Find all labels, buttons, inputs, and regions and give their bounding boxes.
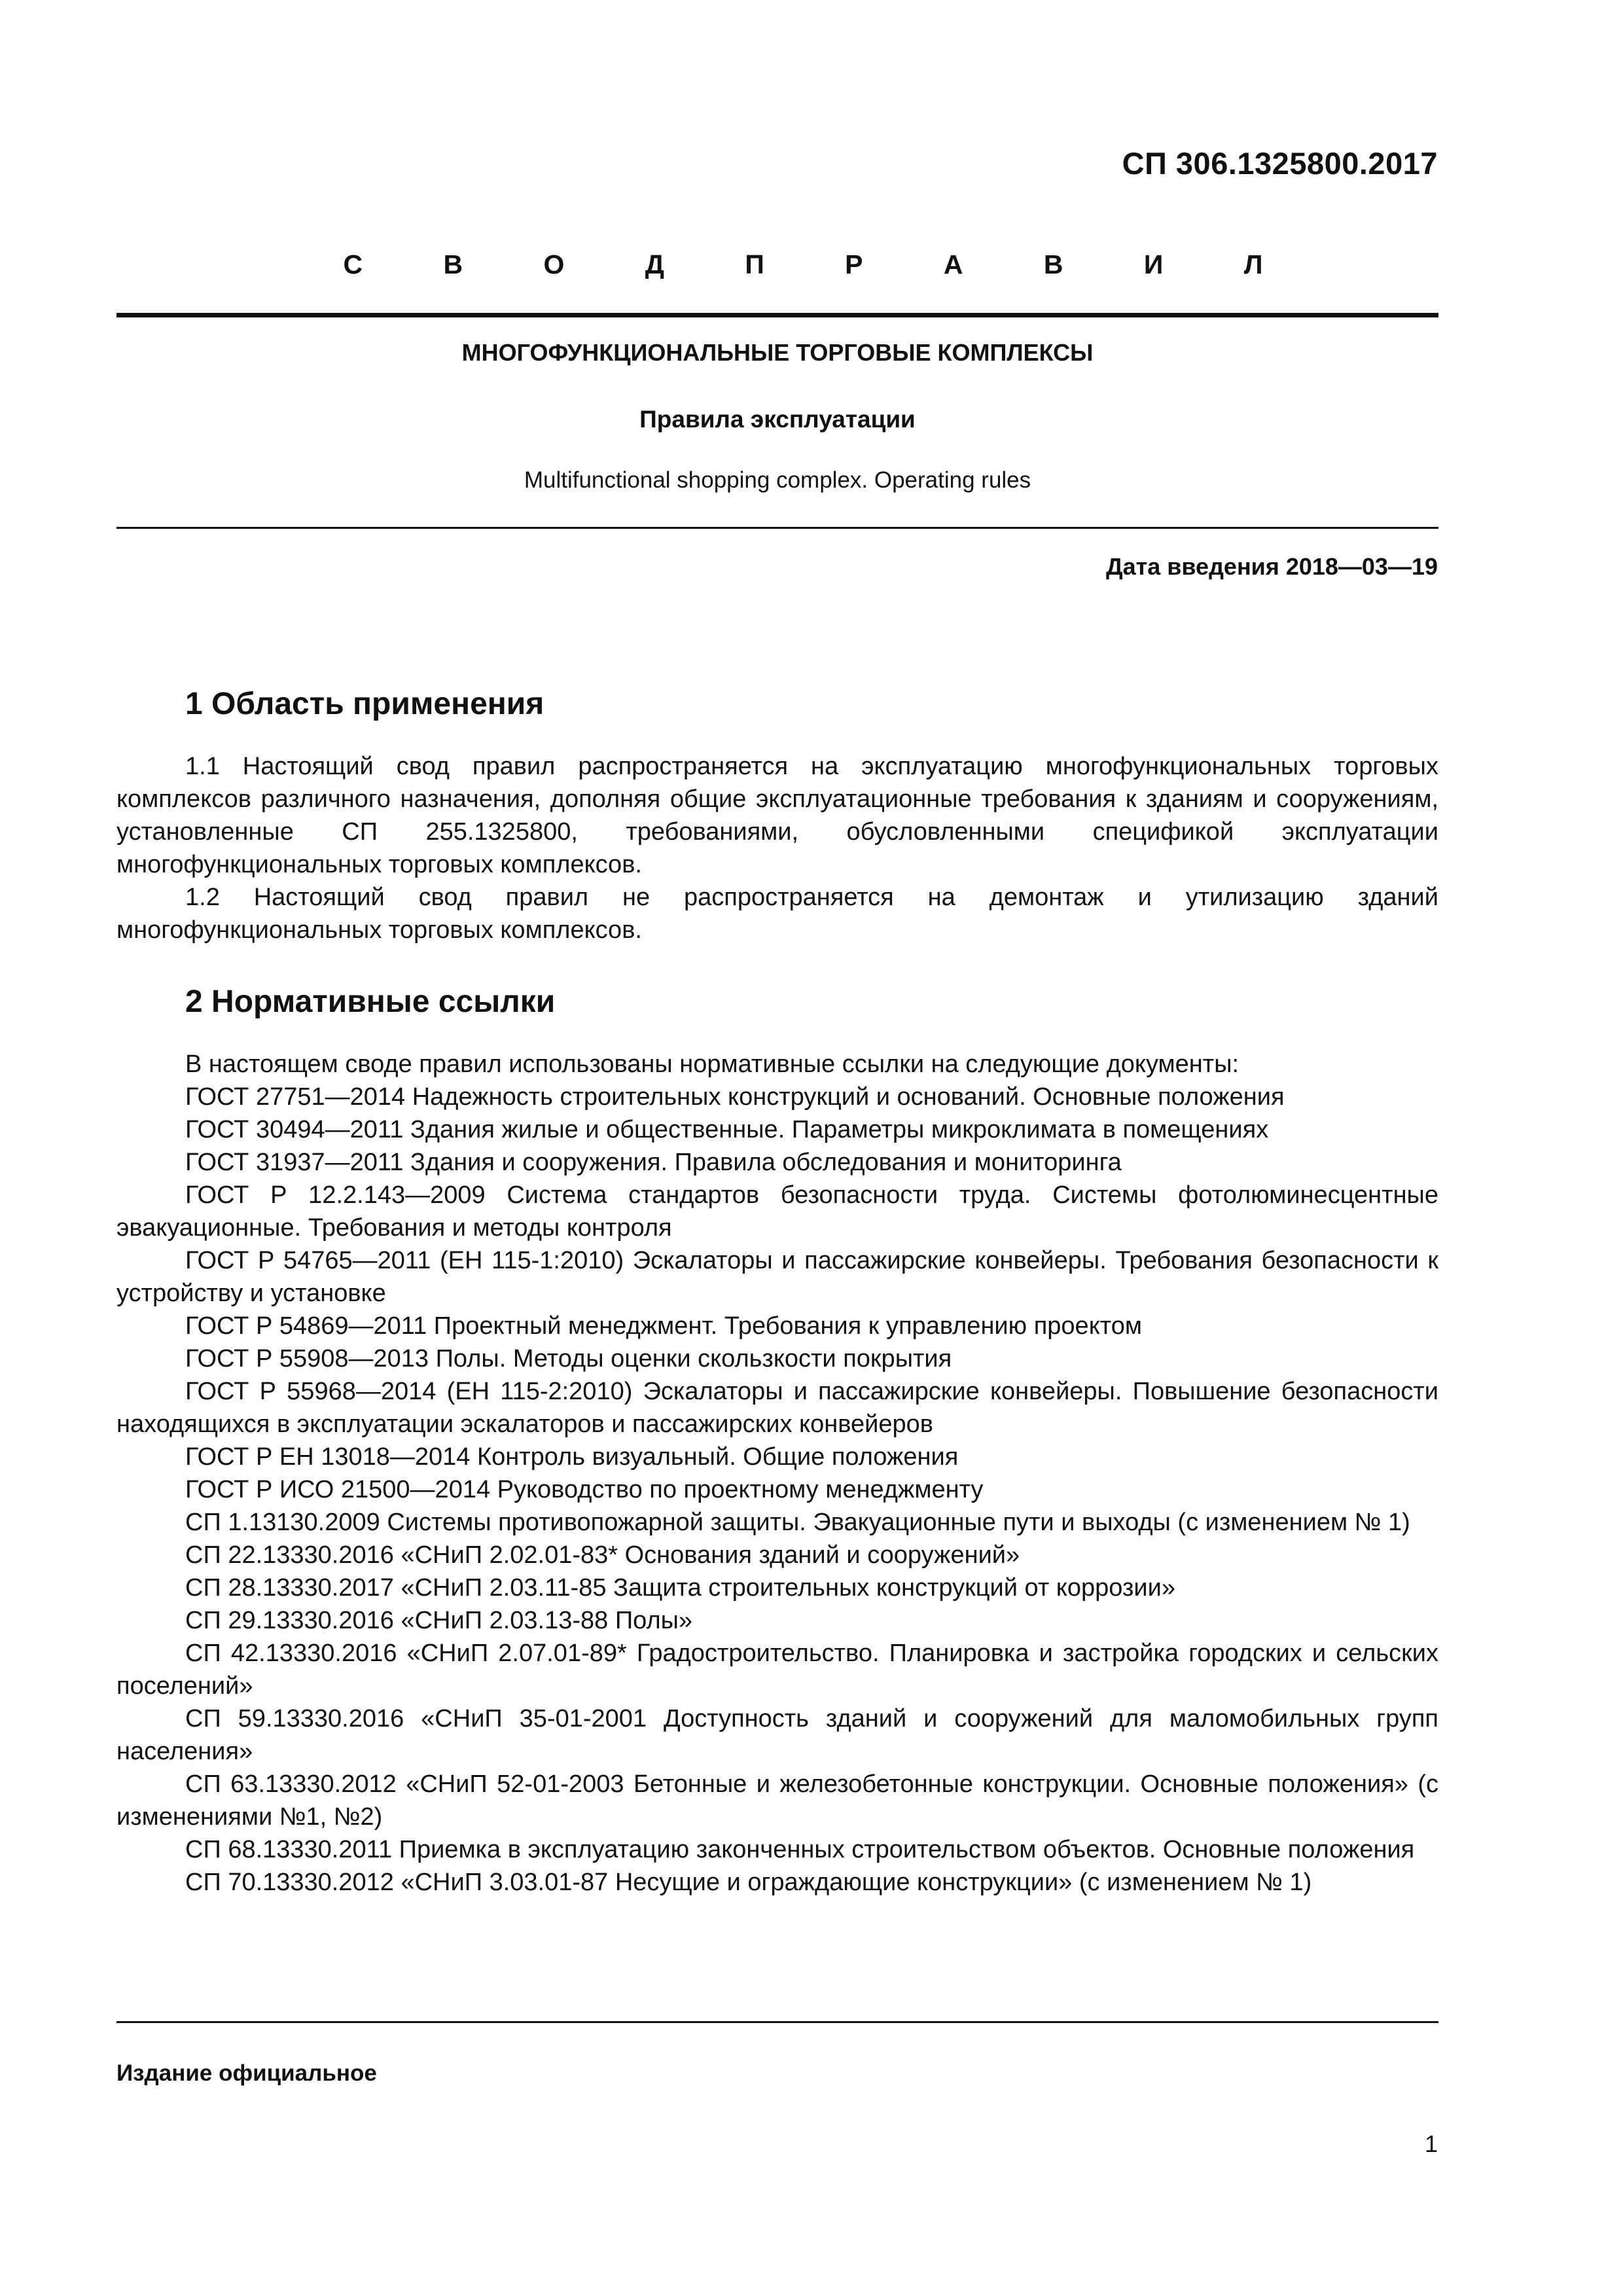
paragraph: 1.1 Настоящий свод правил распространяется на эксплуатацию многофункциональных торговых комплексов различного назначения, дополняя общие эксплуатационные требования к зданиям и сооружениям, установленные СП 255.1325800, требованиями, обусловленными спецификой эксплуатации многофункциональных торговых комплексов.: [116, 753, 1438, 878]
header-divider: [116, 313, 1438, 317]
reference-item: СП 28.13330.2017 «СНиП 2.03.11-85 Защита строительных конструкций от коррозии»: [185, 1574, 1175, 1602]
references-intro: В настоящем своде правил использованы нормативные ссылки на следующие документы:: [185, 1050, 1240, 1078]
document-title-english: Multifunctional shopping complex. Operating rules: [524, 467, 1031, 493]
reference-item: СП 59.13330.2016 «СНиП 35-01-2001 Доступность зданий и сооружений для маломобильных групп населения»: [116, 1705, 1438, 1765]
page-number: 1: [1424, 2130, 1438, 2157]
reference-item: ГОСТ Р 12.2.143—2009 Система стандартов безопасности труда. Системы фотолюминесцентные эвакуационные. Требования и методы контроля: [116, 1181, 1438, 1242]
section-2-heading: 2 Нормативные ссылки: [185, 984, 556, 1019]
reference-item: ГОСТ 27751—2014 Надежность строительных конструкций и оснований. Основные положения: [185, 1083, 1285, 1111]
reference-item: СП 63.13330.2012 «СНиП 52-01-2003 Бетонные и железобетонные конструкции. Основные положения» (с изменениями №1, №2): [116, 1770, 1438, 1831]
title-divider: [116, 527, 1438, 529]
document-kind: С В О Д П Р А В И Л: [343, 249, 1280, 279]
footer-divider: [116, 2021, 1438, 2023]
reference-item: СП 29.13330.2016 «СНиП 2.03.13-88 Полы»: [185, 1607, 693, 1634]
reference-item: СП 70.13330.2012 «СНиП 3.03.01-87 Несущие и ограждающие конструкции» (с изменением № 1): [185, 1869, 1312, 1896]
reference-item: ГОСТ Р 54765—2011 (ЕН 115-1:2010) Эскалаторы и пассажирские конвейеры. Требования безопасности к устройству и установке: [116, 1247, 1438, 1307]
reference-item: ГОСТ Р ЕН 13018—2014 Контроль визуальный. Общие положения: [185, 1443, 959, 1471]
section-2-body: [116, 1048, 1438, 1899]
reference-list: [116, 1081, 1438, 1899]
reference-item: ГОСТ Р 55908—2013 Полы. Методы оценки скользкости покрытия: [185, 1345, 952, 1372]
official-edition-label: Издание официальное: [116, 2060, 377, 2086]
reference-item: СП 22.13330.2016 «СНиП 2.02.01-83* Основания зданий и сооружений»: [185, 1541, 1020, 1569]
reference-item: ГОСТ Р 54869—2011 Проектный менеджмент. Требования к управлению проектом: [185, 1312, 1142, 1340]
reference-item: ГОСТ Р 55968—2014 (ЕН 115-2:2010) Эскалаторы и пассажирские конвейеры. Повышение безопасности находящихся в эксплуатации эскалаторов и пассажирских конвейеров: [116, 1378, 1438, 1438]
reference-item: ГОСТ 30494—2011 Здания жилые и общественные. Параметры микроклимата в помещениях: [185, 1116, 1269, 1143]
reference-item: СП 42.13330.2016 «СНиП 2.07.01-89* Градостроительство. Планировка и застройка городских и сельских поселений»: [116, 1640, 1438, 1700]
paragraph: 1.2 Настоящий свод правил не распространяется на демонтаж и утилизацию зданий многофункциональных торговых комплексов.: [116, 884, 1438, 944]
reference-item: ГОСТ 31937—2011 Здания и сооружения. Правила обследования и мониторинга: [185, 1149, 1122, 1176]
document-subtitle: Правила эксплуатации: [639, 406, 916, 433]
document-title: МНОГОФУНКЦИОНАЛЬНЫЕ ТОРГОВЫЕ КОМПЛЕКСЫ: [461, 339, 1094, 366]
reference-item: СП 1.13130.2009 Системы противопожарной защиты. Эвакуационные пути и выходы (с изменением № 1): [185, 1509, 1410, 1536]
section-1-body: [116, 750, 1438, 946]
reference-item: ГОСТ Р ИСО 21500—2014 Руководство по проектному менеджменту: [185, 1476, 984, 1503]
document-code: СП 306.1325800.2017: [1122, 146, 1438, 181]
effective-date: Дата введения 2018—03—19: [1105, 553, 1438, 580]
reference-item: СП 68.13330.2011 Приемка в эксплуатацию законченных строительством объектов. Основные положения: [185, 1836, 1415, 1863]
section-1-heading: 1 Область применения: [185, 687, 544, 721]
